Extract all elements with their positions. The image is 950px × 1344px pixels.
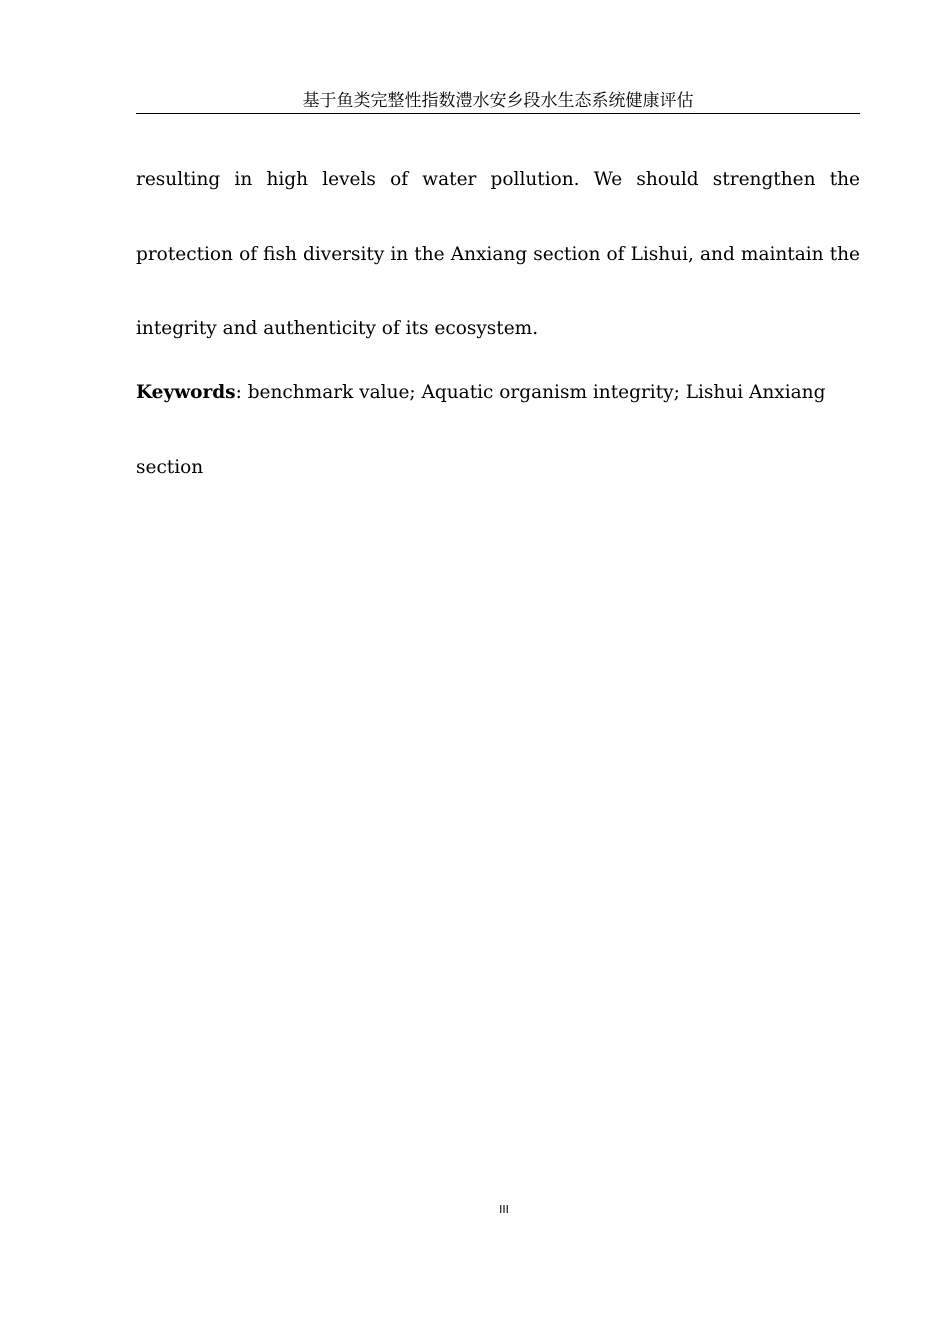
header-rule	[136, 113, 860, 114]
keywords-label: Keywords	[136, 382, 236, 403]
keywords-line	[136, 355, 860, 430]
page-number: III	[499, 1203, 509, 1216]
keywords-separator: :	[235, 382, 248, 403]
abstract-paragraph: resulting in high levels of water pollution. We should strengthen the protection of fish diversity in the Anxiang section of Lishui, and maintain the integrity and authenticity of its ecosystem.	[136, 169, 860, 339]
running-header: 基于鱼类完整性指数澧水安乡段水生态系统健康评估	[302, 91, 694, 111]
keywords-list: benchmark value; Aquatic organism integrity; Lishui Anxiang	[247, 382, 826, 403]
keywords-list-continued: section	[136, 457, 204, 478]
keywords-paragraph	[136, 355, 860, 505]
